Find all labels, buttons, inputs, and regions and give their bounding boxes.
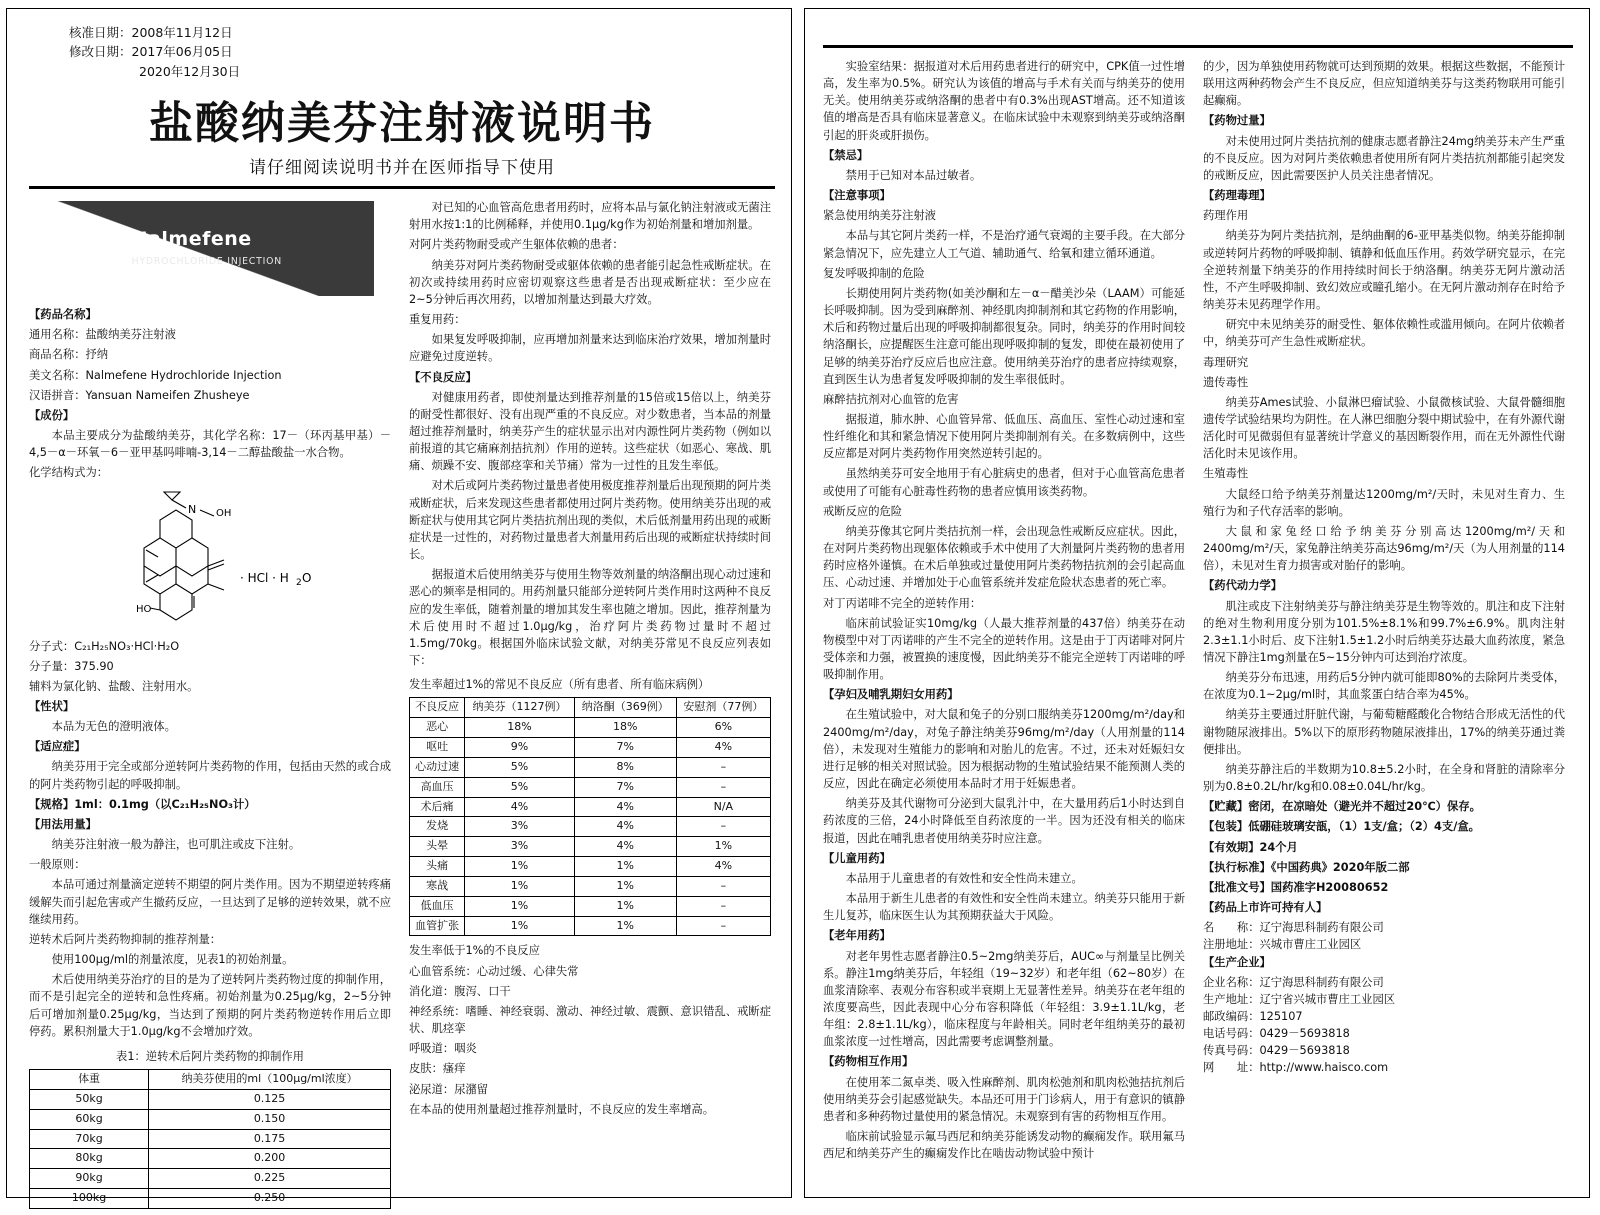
- page-title: 盐酸纳美芬注射液说明书: [149, 98, 655, 150]
- precautions-sub-resp: 复发呼吸抑制的危险: [823, 266, 925, 280]
- approval-date-1: 核准日期：2008年11月12日: [69, 25, 233, 40]
- table-row: [30, 1149, 391, 1169]
- maker-name-label: 企业名称：: [1203, 975, 1260, 989]
- table-row: [30, 1089, 391, 1109]
- cell-placebo: 4%: [676, 738, 770, 758]
- weight-dose-table: [29, 1069, 391, 1209]
- section-dosage: 【用法用量】: [29, 817, 97, 831]
- table1-caption: 表1：逆转术后阿片类药物的抑制作用: [116, 1049, 304, 1063]
- table-row: [410, 857, 771, 877]
- cell-volume: 0.175: [149, 1129, 391, 1149]
- precautions-bupre-text: 临床前试验证实10mg/kg（人最大推荐剂量的437倍）纳美芬在动物模型中对丁丙诺啡的产生不完全的逆转作用。这是由于丁丙诺啡对阿片受体亲和力强，被置换的速度慢，因此纳美芬不能完全逆转丁丙诺啡的呼吸抑制作用。: [823, 616, 1185, 682]
- pharmacology-text-1: 纳美芬为阿片类拮抗剂，是纳曲酮的6-亚甲基类似物。纳美芬能抑制或逆转阿片药物的呼吸抑制、镇静和低血压作用。药效学研究显示，在完全逆转剂量下纳美芬的作用持续时间长于纳洛酮。纳美芬无阿片激动活性，不产生呼吸抑制、致幻效应或瞳孔缩小。在无阿片激动剂存在时给予纳美芬未见药理学作用。: [1203, 229, 1565, 312]
- cell-reaction: 发烧: [410, 817, 465, 837]
- mah-address-value: 兴城市曹庄工业园区: [1259, 938, 1362, 952]
- dosage-reversal-2: 术后使用纳美芬治疗的目的是为了逆转阿片类药物过度的抑制作用，而不是引起完全的逆转和急性疼痛。初始剂量为0.25μg/kg，2~5分钟后可增加剂量0.25μg/kg，当达到了预期的阿片类药物逆转作用后立即停药。累积剂量大于1.0μg/kg不会增加疗效。: [29, 973, 391, 1038]
- pk-text-1: 肌注或皮下注射纳美芬与静注纳美芬是生物等效的。肌注和皮下注射的绝对生物利用度分别为101.5%±8.1%和99.7%±6.9%。肌肉注射2.3±1.1小时后、皮下注射1.5±1.2小时后纳美芬达最大血药浓度，紧急情况下静注1mg剂量在5~15分钟内可达到治疗浓度。: [1203, 599, 1565, 664]
- section-package: 【包装】低硼硅玻璃安瓿，（1）1支/盒；（2）4支/盒。: [1203, 820, 1480, 834]
- table-row: [410, 718, 771, 738]
- table-row: [410, 777, 771, 797]
- th-naloxone: 纳洛酮（369例）: [574, 698, 676, 718]
- section-properties: 【性状】: [29, 700, 75, 713]
- cell-naloxone: 8%: [574, 757, 676, 777]
- dosage-reversal-head: 逆转术后阿片类药物抑制的推荐剂量：: [29, 932, 222, 946]
- cell-weight: 70kg: [30, 1129, 149, 1149]
- svg-text:OH: OH: [216, 507, 232, 519]
- below-one-percent-item: 皮肤：瘙痒: [409, 1062, 466, 1076]
- cell-naloxone: 7%: [574, 738, 676, 758]
- left-columns: [29, 199, 775, 1215]
- table-row: [410, 896, 771, 916]
- postcode-label: 邮政编码：: [1203, 1009, 1260, 1023]
- excipients: 辅料为氯化钠、盐酸、注射用水。: [29, 679, 199, 693]
- toxicology-sub-repro: 生殖毒性: [1203, 467, 1249, 481]
- repeat-dose-text: 如果复发呼吸抑制，应再增加剂量来达到临床治疗效果，增加剂量时应避免过度逆转。: [409, 333, 771, 364]
- cell-nalmefene: 1%: [465, 857, 574, 877]
- svg-text:O: O: [302, 570, 312, 585]
- mah-address-label: 注册地址：: [1203, 938, 1260, 952]
- approval-date-3: 2020年12月30日: [139, 63, 241, 79]
- precautions-sub-cardio: 麻醉拮抗剂对心血管的危害: [823, 392, 959, 406]
- mah-name-row: [1203, 919, 1565, 936]
- th-nalmefene: 纳美芬（1127例）: [465, 698, 574, 718]
- section-pregnancy: 【孕妇及哺乳期妇女用药】: [823, 688, 959, 702]
- cardio-dilution-text: 对已知的心血管高危患者用药时，应将本品与氯化钠注射液或无菌注射用水按1:1的比例稀释，并使用0.1μg/kg作为初始剂量和增加剂量。: [409, 201, 771, 232]
- maker-address-row: [1203, 991, 1565, 1008]
- cell-reaction: 心动过速: [410, 757, 465, 777]
- toxicology-sub-genetic: 遗传毒性: [1203, 375, 1249, 389]
- dosage-intro: 纳美芬注射液一般为静注，也可肌注或皮下注射。: [51, 838, 301, 852]
- pharmacology-text-2: 研究中未见纳美芬的耐受性、躯体依赖性或滥用倾向。在阿片依赖者中，纳美芬可产生急性戒断症状。: [1203, 318, 1565, 349]
- right-columns: [823, 58, 1573, 1165]
- th-reaction: 不良反应: [410, 698, 465, 718]
- structure-label: 化学结构式为：: [29, 466, 109, 480]
- molecular-formula: 分子式：C₂₁H₂₅NO₃·HCl·H₂O: [29, 639, 180, 653]
- interactions-continued: 的少，因为单独使用药物就可达到预期的效果。根据这些数据，不能预计联用这两种药物会产生不良反应，但应知道纳美芬与这类药物联用可能引起癫痫。: [1203, 60, 1565, 108]
- cell-nalmefene: 3%: [465, 817, 574, 837]
- precautions-resp-text: 长期使用阿片类药物(如美沙酮和左－α－醋美沙朵（LAAM）可能延长呼吸抑制。因为受到麻醉剂、神经肌肉抑制剂和其它药物的作用影响，术后和药物过量后出现的呼吸抑制都很复杂。同时，纳美芬的作用时间较纳洛酮长，应提醒医生注意可能出现呼吸抑制的复发，即使在最初使用了足够的纳美芬治疗反应后也应注意。使用纳美芬治疗的患者应持续观察，直到医生认为患者复发呼吸抑制的发生率很低时。: [823, 286, 1185, 386]
- cell-reaction: 呕吐: [410, 738, 465, 758]
- interactions-text-2: 临床前试验显示氟马西尼和纳美芬能诱发动物的癫痫发作。联用氟马西尼和纳美芬产生的癫痫发作比在啮齿动物试验中预计: [823, 1130, 1185, 1161]
- telephone-row: [1203, 1025, 1565, 1042]
- section-adverse-reactions: 【不良反应】: [409, 370, 477, 384]
- maker-address-label: 生产地址：: [1203, 992, 1260, 1006]
- pregnancy-text-2: 纳美芬及其代谢物可分泌到大鼠乳汁中，在大量用药后1小时达到自药浓度的三倍，24小时降低至自药浓度的一半。因为还没有相关的临床报道，因此在哺乳患者使用纳美芬时应注意。: [823, 797, 1185, 845]
- precautions-cardio-text: 据报道，肺水肿、心血管异常、低血压、高血压、室性心动过速和室性纤维化和其和紧急情况下使用阿片类抑制剂有关。在多数病例中，这些反应都是对阿片类药物作用突然逆转引起的。: [823, 412, 1185, 461]
- precautions-withdrawal-text: 纳美芬像其它阿片类拮抗剂一样，会出现急性戒断反应症状。因此，在对阿片类药物出现躯体依赖或手术中使用了大剂量阿片类药物的患者用药时应格外谨慎。在术后单独或过量使用阿片类药物拮抗剂的会引起高血压、心动过速、并增加处于心血管系统并发症危险状态患者的死亡率。: [823, 524, 1185, 590]
- page-left: [6, 8, 792, 1205]
- pediatric-text-1: 本品用于儿童患者的有效性和安全性尚未建立。: [845, 871, 1083, 885]
- svg-text:2: 2: [296, 577, 302, 588]
- cell-reaction: 低血压: [410, 896, 465, 916]
- maker-name-value: 辽宁海思科制药有限公司: [1259, 975, 1384, 989]
- table-header-row: [410, 698, 771, 718]
- pk-text-4: 纳美芬静注后的半数期为10.8±5.2小时，在全身和肾脏的清除率分别为0.8±0.2L/hr/kg和0.08±0.04L/hr/kg。: [1203, 762, 1565, 794]
- below-one-percent-item: 消化道：腹泻、口干: [409, 984, 511, 998]
- cell-volume: 0.125: [149, 1089, 391, 1109]
- toxicology-head: 毒理研究: [1203, 355, 1249, 369]
- logo-name: Nalmefene: [131, 228, 252, 251]
- cell-weight: 100kg: [30, 1189, 149, 1209]
- dosage-reversal-1: 使用100μg/ml的剂量浓度，见表1的初始剂量。: [51, 953, 294, 967]
- cell-naloxone: 4%: [574, 837, 676, 857]
- section-contraindications: 【禁忌】: [823, 148, 869, 162]
- fax-label: 传真号码：: [1203, 1044, 1260, 1058]
- adverse-text-1: 对健康用药者，即使剂量达到推荐剂量的15倍或15倍以上，纳美芬的耐受性都很好、没有出现严重的不良反应。对少数患者，当本品的剂量超过推荐剂量时，纳美芬产生的症状显示出对内源性阿片类药物（例如以前报道的其它痛麻剂拮抗剂）作用的逆转。这些症状（如恶心、寒战、肌痛、烦躁不安、腹部痉挛和关节痛）常为一过性的且发生率低。: [409, 390, 771, 473]
- svg-text:· HCl · H: · HCl · H: [240, 570, 289, 585]
- left-column-2: [409, 199, 771, 1215]
- precautions-sub-bupre: 对丁丙诺啡不完全的逆转作用：: [823, 596, 982, 610]
- cell-naloxone: 18%: [574, 718, 676, 738]
- cell-reaction: 血管扩张: [410, 916, 465, 936]
- precautions-sub-emergency: 紧急使用纳美芬注射液: [823, 209, 936, 223]
- cell-reaction: 头痛: [410, 857, 465, 877]
- section-standard: 【执行标准】《中国药典》2020年版二部: [1203, 860, 1410, 874]
- maker-address-value: 辽宁省兴城市曹庄工业园区: [1259, 992, 1396, 1006]
- logo-subtitle: HYDROCHLORIDE INJECTION: [131, 256, 282, 267]
- left-column-1: [29, 199, 391, 1215]
- section-pharmacokinetics: 【药代动力学】: [1203, 579, 1283, 593]
- pk-text-2: 纳美芬分布迅速，用药后5分钟内就可能即80%的去除阿片类受体，在浓度为0.1~2μg/ml时，其血浆蛋白结合率为45%。: [1203, 671, 1565, 702]
- cell-nalmefene: 4%: [465, 797, 574, 817]
- cell-placebo: N/A: [676, 797, 770, 817]
- cell-weight: 60kg: [30, 1109, 149, 1129]
- properties-text: 本品为无色的澄明液体。: [51, 720, 176, 734]
- contraindications-text: 禁用于已知对本品过敏者。: [845, 168, 982, 182]
- pediatric-text-2: 本品用于新生儿患者的有效性和安全性尚未建立。纳美芬只能用于新生儿复苏，临床医生认为其预期获益大于风险。: [823, 892, 1185, 923]
- cell-naloxone: 1%: [574, 876, 676, 896]
- fax-row: [1203, 1042, 1565, 1059]
- section-precautions: 【注意事项】: [823, 189, 891, 203]
- website-label: 网 址：: [1203, 1061, 1260, 1075]
- below-one-percent-head: 发生率低于1%的不良反应: [409, 944, 540, 958]
- section-storage: 【贮藏】密闭，在凉暗处（避光并不超过20℃）保存。: [1203, 800, 1481, 814]
- cell-naloxone: 7%: [574, 777, 676, 797]
- below-one-percent-item: 泌尿道：尿潴留: [409, 1082, 489, 1096]
- telephone-label: 电话号码：: [1203, 1027, 1260, 1041]
- table-row: [30, 1129, 391, 1149]
- cell-nalmefene: 3%: [465, 837, 574, 857]
- dosage-general-head: 一般原则：: [29, 858, 86, 872]
- precautions-cardio-text-2: 虽然纳美芬可安全地用于有心脏病史的患者，但对于心血管高危患者或使用了可能有心脏毒性药物的患者应慎用该类药物。: [823, 467, 1185, 498]
- website-row: [1203, 1059, 1565, 1076]
- below-one-percent-item: 呼吸道：咽炎: [409, 1042, 477, 1056]
- cell-placebo: –: [676, 896, 770, 916]
- english-name: 美文名称：Nalmefene Hydrochloride Injection: [29, 368, 282, 382]
- cell-reaction: 术后痛: [410, 797, 465, 817]
- cell-placebo: –: [676, 817, 770, 837]
- section-mah: 【药品上市许可持有人】: [1203, 901, 1328, 915]
- table-row: [30, 1189, 391, 1209]
- mah-name-label: 名 称：: [1203, 921, 1260, 935]
- cell-volume: 0.150: [149, 1109, 391, 1129]
- below-one-percent-item: 心血管系统：心动过缓、心律失常: [409, 964, 579, 978]
- cell-nalmefene: 5%: [465, 777, 574, 797]
- table-row: [410, 738, 771, 758]
- header-divider: [29, 186, 775, 189]
- svg-text:HO: HO: [136, 603, 152, 615]
- interactions-text-1: 在使用苯二氮卓类、吸入性麻醉剂、肌肉松弛剂和肌肉松弛拮抗剂后使用纳美芬会引起感觉缺失。本品还可用于门诊病人，用于有意识的镇静患者和多种药物过量使用的紧急情况。未观察到有害的药物相互作用。: [823, 1075, 1185, 1123]
- cell-weight: 90kg: [30, 1169, 149, 1189]
- section-drug-name: 【药品名称】: [29, 308, 97, 322]
- cell-placebo: –: [676, 876, 770, 896]
- section-specification: 【规格】1ml：0.1mg（以C₂₁H₂₅NO₃计）: [29, 797, 256, 811]
- adverse-text-2: 对术后或阿片类药物过量患者使用极度推荐剂量后出现预期的阿片类戒断症状，后来发现这些患者都使用过阿片类药物。使用纳美芬出现的戒断症状与使用其它阿片类拮抗剂出现的类似，术后低剂量用药出现的戒断症状是一过性的，对药物过量患者大剂量用药后出现的戒断症状持续时间长。: [409, 479, 771, 562]
- cell-weight: 50kg: [30, 1089, 149, 1109]
- right-column-2: [1203, 58, 1565, 1165]
- overdose-text: 对未使用过阿片类拮抗剂的健康志愿者静注24mg纳美芬未产生严重的不良反应。因为对阿片类依赖患者使用所有阿片类拮抗剂都能引起突发的戒断反应，因此需要医护人员关注患者情况。: [1203, 134, 1565, 182]
- cell-nalmefene: 9%: [465, 738, 574, 758]
- table-row: [30, 1109, 391, 1129]
- table-row: [410, 876, 771, 896]
- below-one-percent-item: 神经系统：嗜睡、神经衰弱、激动、神经过敏、震颤、意识错乱、戒断症状、肌痉挛: [409, 1004, 771, 1036]
- right-header-divider: [823, 45, 1573, 48]
- cell-volume: 0.250: [149, 1189, 391, 1209]
- table-row: [410, 817, 771, 837]
- cell-placebo: 6%: [676, 718, 770, 738]
- repeat-dose-head: 重复用药：: [409, 313, 466, 327]
- cell-placebo: –: [676, 757, 770, 777]
- opioid-tolerant-head: 对阿片类药物耐受或产生躯体依赖的患者：: [409, 238, 624, 252]
- section-interactions: 【药物相互作用】: [823, 1055, 914, 1069]
- fax-value: 0429－5693818: [1259, 1044, 1350, 1058]
- section-pediatric: 【儿童用药】: [823, 851, 891, 865]
- lab-results-text: 实验室结果：据报道对术后用药患者进行的研究中，CPK值一过性增高，发生率为0.5%。研究认为该值的增高与手术有关而与纳美芬的使用无关。使用纳美芬或纳洛酮的患者中有0.3%出现AST增高。还不知道该值的增高是否具有临床显著意义。在临床试验中未观察到纳美芬或纳洛酮引起的肝炎或肝损伤。: [823, 60, 1185, 142]
- ae-table-caption: 发生率超过1%的常见不良反应（所有患者、所有临床病例）: [409, 678, 710, 692]
- th-weight: 体重: [30, 1069, 149, 1089]
- section-pharmacology: 【药理毒理】: [1203, 189, 1271, 203]
- cell-reaction: 寒战: [410, 876, 465, 896]
- cell-nalmefene: 1%: [465, 876, 574, 896]
- approval-date-2: 修改日期：2017年06月05日: [69, 44, 233, 60]
- postcode-row: [1203, 1008, 1565, 1025]
- pinyin-name: 汉语拼音：Yansuan Nameifen Zhusheye: [29, 388, 250, 402]
- table-row: [410, 837, 771, 857]
- section-approval-number: 【批准文号】国药准字H20080652: [1203, 880, 1389, 894]
- below-one-percent-tail: 在本品的使用剂量超过推荐剂量时，不良反应的发生率增高。: [409, 1102, 715, 1116]
- table-row: [410, 797, 771, 817]
- cell-placebo: –: [676, 916, 770, 936]
- logo-text-group: [132, 225, 282, 269]
- brand-logo: [29, 201, 374, 296]
- mah-name-value: 辽宁海思科制药有限公司: [1259, 921, 1384, 935]
- svg-text:N: N: [188, 502, 197, 516]
- cell-nalmefene: 5%: [465, 757, 574, 777]
- th-placebo: 安慰剂（77例）: [676, 698, 770, 718]
- opioid-tolerant-text: 纳美芬对阿片类药物耐受或躯体依赖的患者能引起急性戒断症状。在初次或持续用药时应密切观察这些患者是否出现戒断症状：至少应在2~5分钟后再次用药，以增加剂量达到最大疗效。: [409, 258, 771, 306]
- cell-naloxone: 1%: [574, 857, 676, 877]
- generic-name: 通用名称：盐酸纳美芬注射液: [29, 328, 176, 342]
- toxicology-genetic-text: 纳美芬Ames试验、小鼠淋巴瘤试验、小鼠微核试验、大鼠骨髓细胞遗传学试验结果均为阴性。在人淋巴细胞分裂中期试验中，在有外源代谢活化时可见微弱但有显著统计学意义的基因断裂作用，而在无外源性代谢活化时未见该作用。: [1203, 395, 1565, 461]
- composition-text: 本品主要成分为盐酸纳美芬，其化学名称：17－（环丙基甲基）－4,5－α－环氧－6－亚甲基吗啡喃-3,14－二醇盐酸盐一水合物。: [29, 429, 391, 460]
- cell-placebo: 4%: [676, 857, 770, 877]
- section-composition: 【成份】: [29, 408, 75, 422]
- section-manufacturer: 【生产企业】: [1203, 955, 1271, 969]
- right-column-1: [823, 58, 1185, 1165]
- cell-volume: 0.200: [149, 1149, 391, 1169]
- chemical-structure-image: [29, 486, 391, 636]
- pk-text-3: 纳美芬主要通过肝脏代谢，与葡萄糖醛酸化合物结合形成无活性的代谢物随尿液排出。5%以下的原形药物随尿液排出，17%的纳美芬通过粪便排出。: [1203, 708, 1565, 756]
- pharmacology-sub: 药理作用: [1203, 209, 1249, 223]
- telephone-value: 0429－5693818: [1259, 1027, 1350, 1041]
- molecular-weight: 分子量：375.90: [29, 659, 114, 673]
- geriatric-text: 对老年男性志愿者静注0.5~2mg纳美芬后，AUC∞与剂量呈比例关系。静注1mg纳美芬后，年轻组（19~32岁）和老年组（62~80岁）在血浆清除率、表观分布容积或半衰期上无显著性差异。纳美芬在老年组的浓度要高些，因此表现中心分布容积降低（年轻组：3.9±1.1L/kg，老年组：2.8±1.1L/kg），临床程度与年龄相关。同时老年组纳美芬的最初血浆浓度一过性增高，因此需要考虑调整剂量。: [823, 949, 1185, 1049]
- section-geriatric: 【老年用药】: [823, 929, 891, 943]
- section-validity: 【有效期】24个月: [1203, 840, 1298, 854]
- trade-name: 商品名称：抒纳: [29, 348, 109, 362]
- table-row: [30, 1169, 391, 1189]
- cell-reaction: 头晕: [410, 837, 465, 857]
- cell-reaction: 高血压: [410, 777, 465, 797]
- pregnancy-text-1: 在生殖试验中，对大鼠和兔子的分别口服纳美芬1200mg/m²/day和2400mg/m²/day，对兔子静注纳美芬96mg/m²/day（人用剂量的114倍），未发现对生殖能力的影响和对胎儿的危害。不过，还未对妊娠妇女进行足够的相关对照试验。因为根据动物的生殖试验结果不能预测人类的反应，因此在确定必须使用本品时才用于妊娠患者。: [823, 708, 1185, 791]
- precautions-sub-withdrawal: 戒断反应的危险: [823, 504, 903, 518]
- mah-address-row: [1203, 936, 1565, 953]
- adverse-text-3: 据报道术后使用纳美芬与使用生物等效剂量的纳洛酮出现心动过速和恶心的频率是相同的。用药剂量只能部分逆转阿片类作用时这两种不良反应的发生率低，随着剂量的增加其发生率也随之增加。因此，推荐剂量为术后使用时不超过1.0μg/kg，治疗阿片类药物过量时不超过1.5mg/70kg。根据国外临床试验文献，对纳美芬常见不良反应列表如下：: [409, 568, 771, 668]
- cell-nalmefene: 18%: [465, 718, 574, 738]
- dosage-general-text: 本品可通过剂量滴定逆转不期望的阿片类作用。因为不期望逆转疼痛缓解失而引起危害或产生撤药反应，一旦达到了足够的逆转效果，就不应继续用药。: [29, 878, 391, 926]
- adverse-reaction-table: [409, 697, 771, 936]
- cell-naloxone: 4%: [574, 817, 676, 837]
- website-value[interactable]: http://www.haisco.com: [1259, 1061, 1389, 1075]
- th-volume: 纳美芬使用的ml（100μg/ml浓度）: [149, 1069, 391, 1089]
- page-right: [804, 8, 1590, 1198]
- cell-placebo: 1%: [676, 837, 770, 857]
- table-row: [410, 757, 771, 777]
- approval-dates: [69, 23, 775, 81]
- page-subtitle: 请仔细阅读说明书并在医师指导下使用: [249, 158, 555, 179]
- cell-nalmefene: 1%: [465, 896, 574, 916]
- cell-weight: 80kg: [30, 1149, 149, 1169]
- cell-placebo: –: [676, 777, 770, 797]
- section-overdose: 【药物过量】: [1203, 114, 1271, 128]
- toxicology-repro-text-1: 大鼠经口给予纳美芬剂量达1200mg/m²/天时，未见对生育力、生殖行为和子代存活率的影响。: [1203, 487, 1565, 518]
- cell-volume: 0.225: [149, 1169, 391, 1189]
- indications-text: 纳美芬用于完全或部分逆转阿片类药物的作用，包括由天然的或合成的阿片类药物引起的呼吸抑制。: [29, 760, 391, 791]
- postcode-value: 125107: [1259, 1009, 1303, 1023]
- cell-naloxone: 1%: [574, 896, 676, 916]
- cell-nalmefene: 1%: [465, 916, 574, 936]
- table-header-row: [30, 1069, 391, 1089]
- cell-reaction: 恶心: [410, 718, 465, 738]
- cell-naloxone: 1%: [574, 916, 676, 936]
- section-indications: 【适应症】: [29, 740, 86, 754]
- precautions-emergency-text: 本品与其它阿片类药一样，不是治疗通气衰竭的主要手段。在大部分紧急情况下，应先建立人工气道、辅助通气、给氧和建立循环通道。: [823, 229, 1185, 260]
- toxicology-repro-text-2: 大鼠和家兔经口给予纳美芬分别高达1200mg/m²/天和2400mg/m²/天，家兔静注纳美芬高达96mg/m²/天（为人用剂量的114倍），未见对生育力损害或对胎仔的影响。: [1203, 524, 1565, 573]
- cell-naloxone: 4%: [574, 797, 676, 817]
- maker-name-row: [1203, 974, 1565, 991]
- table-row: [410, 916, 771, 936]
